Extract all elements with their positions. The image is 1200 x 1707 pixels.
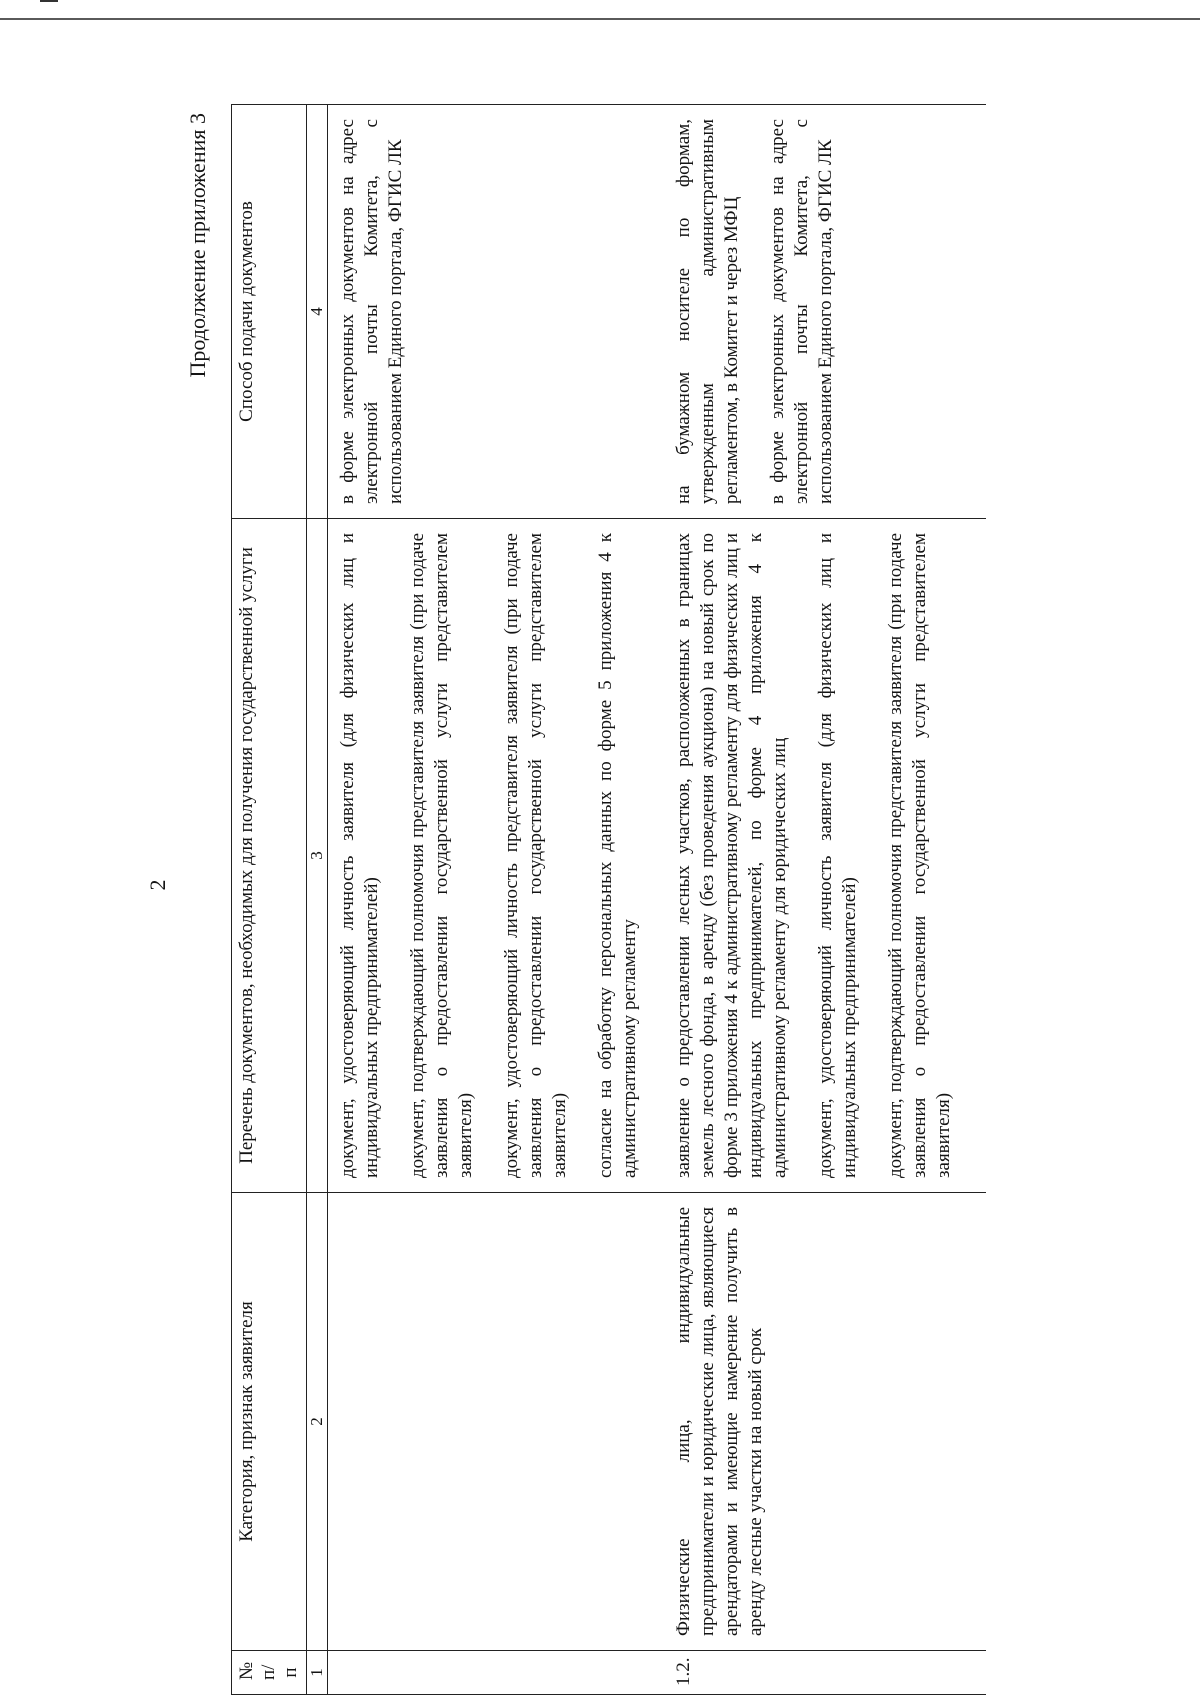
documents-cell [668,519,986,1193]
method-item: в форме электронных документов на адрес электронной почты Комитета, с использованием Единого портала, ФГИС ЛК [337,119,406,504]
num-cell [328,1651,669,1695]
rotated-page [145,65,1165,1705]
document-item: заявление о предоставлении лесных участков, расположенных в границах земель лесного фонда, в аренду (без проведения аукциона) на новый срок по форме 3 приложения 4 к административному регламенту для физических лиц и индивидуальных предпринимателей, по форме 4 приложения 4 к административному регламенту для юридических лиц [673,533,790,1178]
header-category: Категория, признак заявителя [232,1193,307,1651]
header-documents: Перечень документов, необходимых для получения государственной услуги [232,519,307,1193]
column-number: 1 [307,1651,328,1695]
document-item: документ, удостоверяющий личность заявителя (для физических лиц и индивидуальных предпринимателей) [815,533,860,1178]
method-cell [328,105,669,519]
category-cell: Физические лица, индивидуальные предприниматели и юридические лица, являющиеся арендаторами и имеющие намерение получить в аренду лесные участки на новый срок [668,1193,986,1651]
table-row-1-2 [668,105,986,1695]
document-item: согласие на обработку персональных данных по форме 5 приложения 4 к административному регламенту [595,533,640,1178]
column-number-row [307,105,328,1695]
method-item: на бумажном носителе по формам, утвержденным административным регламентом, в Комитет и через МФЦ [673,119,742,504]
documents-table [231,104,986,1695]
page-number: 2 [145,879,170,891]
scan-corner-mark [40,0,58,2]
column-number: 3 [307,519,328,1193]
column-number: 2 [307,1193,328,1651]
category-cell [328,1193,669,1651]
header-num: № п/п [232,1651,307,1695]
document-item: документ, удостоверяющий личность заявителя (для физических лиц и индивидуальных предпринимателей) [337,533,382,1178]
scan-edge-line [0,18,1200,20]
method-cell [668,105,986,519]
documents-cell [328,519,669,1193]
document-item: документ, подтверждающий полномочия представителя заявителя (при подаче заявления о предоставлении государственной услуги представителем заявителя) [885,533,954,1178]
document-item: документ, подтверждающий полномочия представителя заявителя (при подаче заявления о предоставлении государственной услуги представителем заявителя) [407,533,476,1178]
header-row [232,105,307,1695]
row-number: 1.2. [668,1651,986,1695]
document-item: документ, удостоверяющий личность представителя заявителя (при подаче заявления о предоставлении государственной услуги представителем заявителя) [501,533,570,1178]
appendix-label: Продолжение приложения 3 [185,113,210,378]
method-item: в форме электронных документов на адрес электронной почты Комитета, с использованием Единого портала, ФГИС ЛК [767,119,836,504]
table-row-continued [328,105,669,1695]
header-method: Способ подачи документов [232,105,307,519]
column-number: 4 [307,105,328,519]
